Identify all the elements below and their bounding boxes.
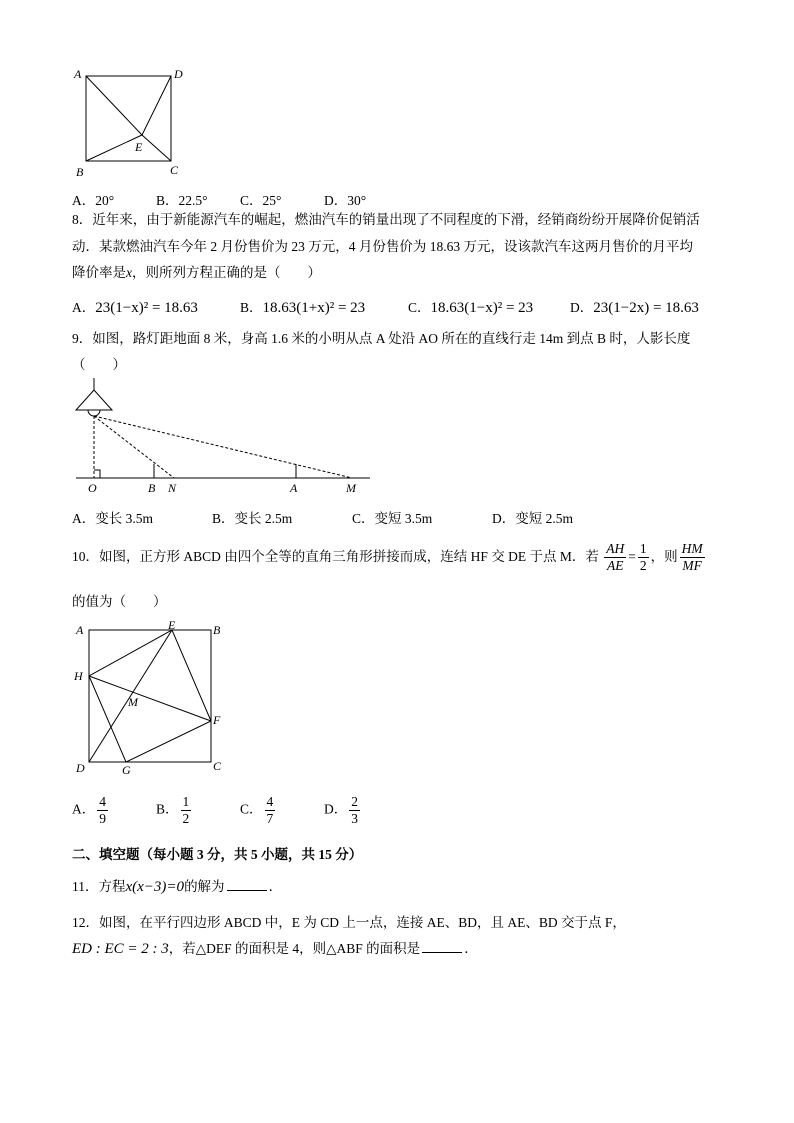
q8-option-b-letter: B． bbox=[240, 300, 263, 315]
q10-frac-hm-mf bbox=[680, 541, 705, 574]
q10-frac2-num: 1 bbox=[639, 541, 647, 557]
q10-frac-ah-ae bbox=[604, 541, 626, 574]
q9-option-a[interactable]: A．变长 3.5m bbox=[72, 511, 153, 526]
q10-line2: 的值为（ ） bbox=[72, 594, 167, 609]
q9-line1: 9．如图，路灯距地面 8 米，身高 1.6 米的小明从点 A 处沿 AO 所在的直线行走 14m 到点 B 时，人影长度 bbox=[72, 331, 691, 346]
q9-option-b[interactable]: B．变长 2.5m bbox=[212, 511, 293, 526]
label-E: E bbox=[168, 618, 176, 632]
q8-option-a-expr: 23(1−x)² = 18.63 bbox=[95, 300, 198, 316]
q8-option-a[interactable] bbox=[72, 296, 240, 317]
label-B: B bbox=[148, 481, 156, 495]
q10-frac3-num: HM bbox=[681, 541, 703, 557]
label-A: A bbox=[74, 67, 82, 81]
q10-option-b-letter: B． bbox=[156, 801, 179, 817]
section2-title: 二、填空题（每小题 3 分，共 5 小题，共 15 分） bbox=[72, 847, 363, 862]
q9-option-d[interactable]: D．变短 2.5m bbox=[492, 511, 573, 526]
label-M: M bbox=[128, 695, 138, 709]
label-N: N bbox=[168, 481, 177, 495]
q12-line2-post: ，若△DEF 的面积是 4，则△ABF 的面积是 bbox=[168, 941, 421, 956]
q11-expr: x(x−3)=0 bbox=[125, 879, 185, 895]
q8-line3-post: ，则所列方程正确的是（ ） bbox=[132, 265, 321, 280]
q8-line3-pre: 降价率是 bbox=[72, 265, 126, 280]
q10-text-pre: 10．如图，正方形 ABCD 由四个全等的直角三角形拼接而成，连结 HF 交 DE 于点 M．若 bbox=[72, 549, 599, 564]
label-M: M bbox=[346, 481, 356, 495]
label-C: C bbox=[213, 759, 222, 773]
q8-option-c-expr: 18.63(1−x)² = 23 bbox=[430, 300, 534, 316]
q8-line3 bbox=[72, 264, 724, 282]
q9-option-c[interactable]: C．变短 3.5m bbox=[352, 511, 433, 526]
label-D: D bbox=[174, 67, 183, 81]
q10-option-d[interactable] bbox=[324, 794, 362, 827]
q8-option-b-expr: 18.63(1+x)² = 23 bbox=[262, 300, 366, 316]
q10-option-c-frac bbox=[265, 794, 276, 827]
label-G: G bbox=[122, 763, 131, 777]
q10-option-a-num: 4 bbox=[99, 794, 106, 809]
q8-option-d[interactable] bbox=[570, 296, 699, 317]
label-C: C bbox=[170, 163, 179, 177]
q7-option-a[interactable]: A．20° bbox=[72, 193, 115, 208]
label-B: B bbox=[76, 165, 84, 179]
q10-option-b[interactable] bbox=[156, 794, 240, 827]
q10-option-b-frac bbox=[181, 794, 192, 827]
q10-option-c[interactable] bbox=[240, 794, 324, 827]
label-D: D bbox=[76, 761, 85, 775]
label-A: A bbox=[76, 623, 84, 637]
q8-line2: 动．某款燃油汽车今年 2 月份售价为 23 万元，4 月份售价为 18.63 万元，设该款汽车这两月售价的月平均 bbox=[72, 239, 693, 254]
q12-line1: 12．如图，在平行四边形 ABCD 中，E 为 CD 上一点，连接 AE、BD，且 AE、BD 交于点 F， bbox=[72, 915, 626, 930]
q8-line1: 8．近年来，由于新能源汽车的崛起，燃油汽车的销量出现了不同程度的下滑，经销商纷纷开展降价促销活 bbox=[72, 212, 700, 227]
q10-option-a-letter: A． bbox=[72, 801, 96, 817]
q10-frac2-den: 2 bbox=[639, 558, 647, 574]
q8-options bbox=[72, 296, 699, 317]
q7-option-b[interactable]: B．22.5° bbox=[156, 193, 208, 208]
q10-option-c-den: 7 bbox=[266, 811, 274, 826]
label-E: E bbox=[135, 140, 143, 154]
q7-option-c[interactable]: C．25° bbox=[240, 193, 282, 208]
q10-frac1-num: AH bbox=[606, 541, 625, 557]
q10-option-d-letter: D． bbox=[324, 801, 348, 817]
q9-options bbox=[72, 507, 573, 527]
q10-option-a[interactable] bbox=[72, 794, 156, 827]
q10-eq: = bbox=[628, 549, 636, 564]
q7-option-d[interactable]: D．30° bbox=[324, 193, 367, 208]
q11-end: ． bbox=[268, 879, 283, 894]
q11-post: 的解为 bbox=[184, 879, 225, 894]
q9-line2: （ ） bbox=[72, 357, 126, 372]
q10-option-a-frac bbox=[97, 794, 108, 827]
q10-option-d-frac bbox=[349, 794, 360, 827]
q8-option-d-expr: 23(1−2x) = 18.63 bbox=[593, 300, 699, 316]
q12-end: ． bbox=[464, 941, 478, 956]
q12-answer-blank[interactable] bbox=[422, 940, 462, 953]
q9-figure bbox=[70, 378, 376, 496]
q10-option-b-num: 1 bbox=[182, 794, 190, 809]
q10-option-c-letter: C． bbox=[240, 801, 263, 817]
q11-line bbox=[72, 878, 724, 896]
q10-frac3-den: MF bbox=[682, 558, 702, 574]
label-B: B bbox=[213, 623, 221, 637]
q10-option-a-den: 9 bbox=[99, 811, 106, 826]
q12-ratio-expr: ED : EC = 2 : 3 bbox=[72, 941, 169, 957]
q10-text-mid: ，则 bbox=[650, 549, 678, 564]
q10-line1 bbox=[72, 539, 724, 577]
label-O: O bbox=[88, 481, 97, 495]
q10-option-b-den: 2 bbox=[182, 811, 190, 826]
label-A: A bbox=[290, 481, 298, 495]
q12-line2 bbox=[72, 940, 724, 958]
q8-option-d-letter: D． bbox=[570, 300, 594, 315]
q11-answer-blank[interactable] bbox=[227, 878, 267, 891]
q10-frac1-den: AE bbox=[607, 558, 624, 574]
q10-option-d-num: 2 bbox=[351, 794, 358, 809]
q8-var-x: x bbox=[126, 265, 132, 280]
label-F: F bbox=[213, 713, 221, 727]
q10-figure bbox=[70, 616, 230, 780]
q8-option-c-letter: C． bbox=[408, 300, 431, 315]
label-H: H bbox=[74, 669, 83, 683]
q7-options bbox=[72, 189, 366, 209]
q8-option-c[interactable] bbox=[408, 296, 570, 317]
q10-frac-one-half bbox=[638, 541, 649, 574]
q8-option-b[interactable] bbox=[240, 296, 408, 317]
q10-option-c-num: 4 bbox=[266, 794, 274, 809]
q10-options bbox=[72, 794, 362, 827]
q11-pre: 11．方程 bbox=[72, 879, 126, 894]
q8-option-a-letter: A． bbox=[72, 300, 96, 315]
q7-figure bbox=[70, 66, 190, 182]
q10-option-d-den: 3 bbox=[351, 811, 358, 826]
